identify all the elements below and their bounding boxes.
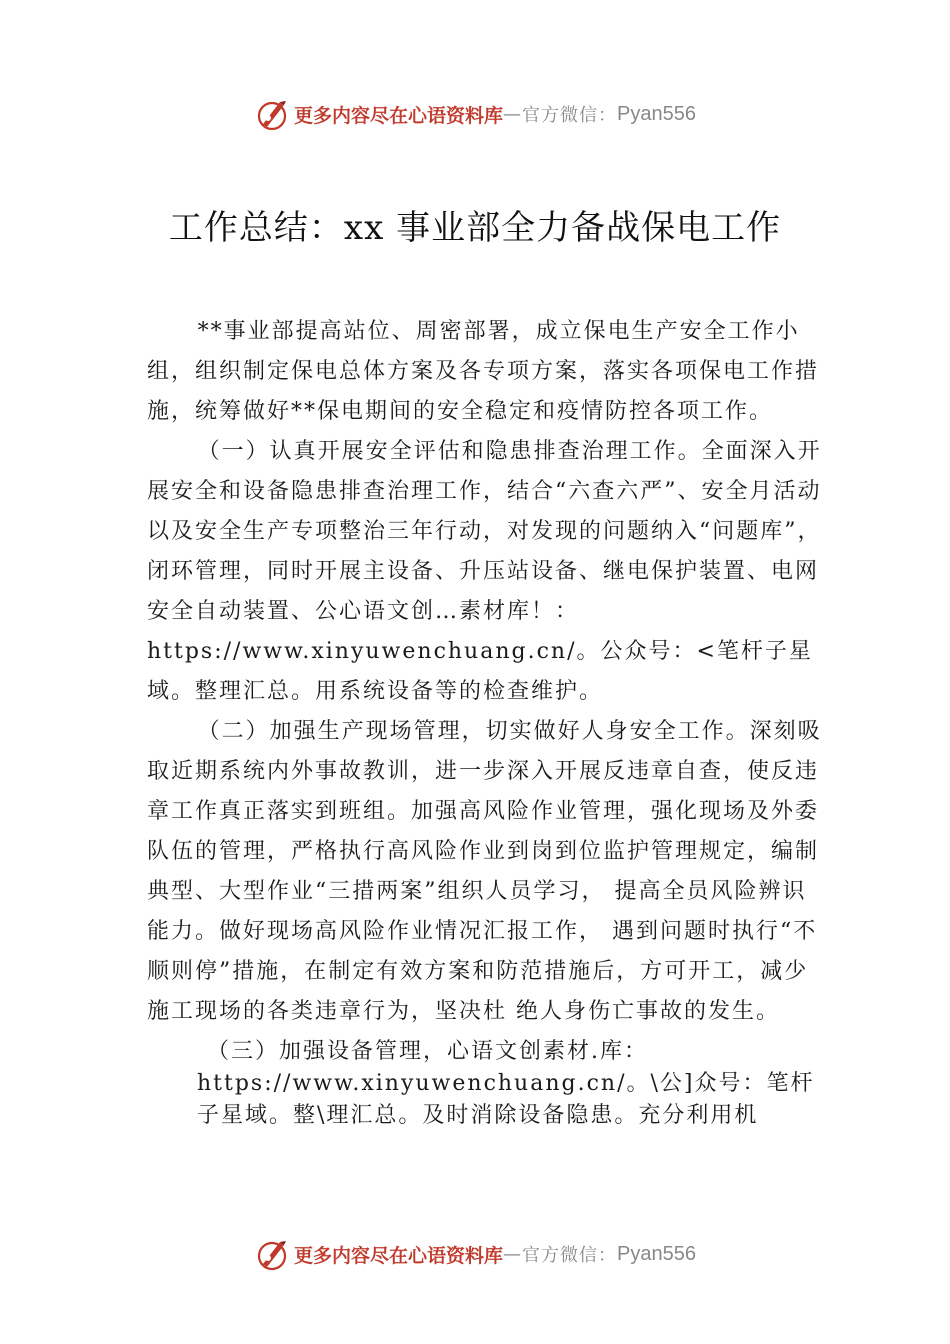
banner-dash: — — [503, 103, 523, 125]
paragraph-section-2: （二）加强生产现场管理，切实做好人身安全工作。深刻吸取近期系统内外事故教训，进一步深入开展反违章自查，使反违章工作真正落实到班组。加强高风险作业管理，强化现场及外委队伍的管理，严格执行高风险作业到岗到位监护管理规定，编制典型、大型作业“三措两案”组织人员学习， 提高全员风险辨识能力。做好现场高风险作业情况汇报工作， 遇到问题时执行“不顺则停”措施，在制定有效方案和防范措施后，方可开工，减少施工现场的各类违章行为，坚决杜 绝人身伤亡事故的发生。 — [147, 719, 822, 1024]
pen-logo-icon — [254, 96, 290, 132]
header-banner — [0, 94, 950, 134]
document-body — [147, 312, 827, 1132]
paragraph-section-3: （三）加强设备管理，心语文创素材.库：https://www.xinyuwenchuang.cn/。\公]众号：笔杆子星域。整\理汇总。及时消除设备隐患。充分利用机 — [197, 1039, 815, 1128]
pen-logo-icon — [254, 1236, 290, 1272]
banner-wechat-id: Pyan556 — [617, 102, 696, 125]
banner-library-text: 更多内容尽在心语资料库 — [294, 104, 504, 127]
footer-banner — [0, 1234, 950, 1274]
document-title: 工作总结：xx 事业部全力备战保电工作 — [168, 208, 782, 248]
paragraph-section-1: （一）认真开展安全评估和隐患排查治理工作。全面深入开展安全和设备隐患排查治理工作，结合“六查六严”、安全月活动以及安全生产专项整治三年行动，对发现的问题纳入“问题库”，闭环管理，同时开展主设备、升压站设备、继电保护装置、电网安全自动装置、公心语文创…素材库！：https://www.xinyuwenchuang.cn/。公众号：<笔杆子星域。整理汇总。用系统设备等的检查维护。 — [147, 439, 822, 704]
banner-wechat-label: 官方微信： — [522, 105, 618, 126]
banner-wechat-id: Pyan556 — [617, 1242, 696, 1265]
banner-wechat-label: 官方微信： — [522, 1245, 618, 1266]
paragraph-intro: **事业部提高站位、周密部署，成立保电生产安全工作小组，组织制定保电总体方案及各专项方案，落实各项保电工作措施，统筹做好**保电期间的安全稳定和疫情防控各项工作。 — [147, 319, 820, 424]
banner-dash: — — [503, 1243, 523, 1265]
banner-library-text: 更多内容尽在心语资料库 — [294, 1244, 504, 1267]
